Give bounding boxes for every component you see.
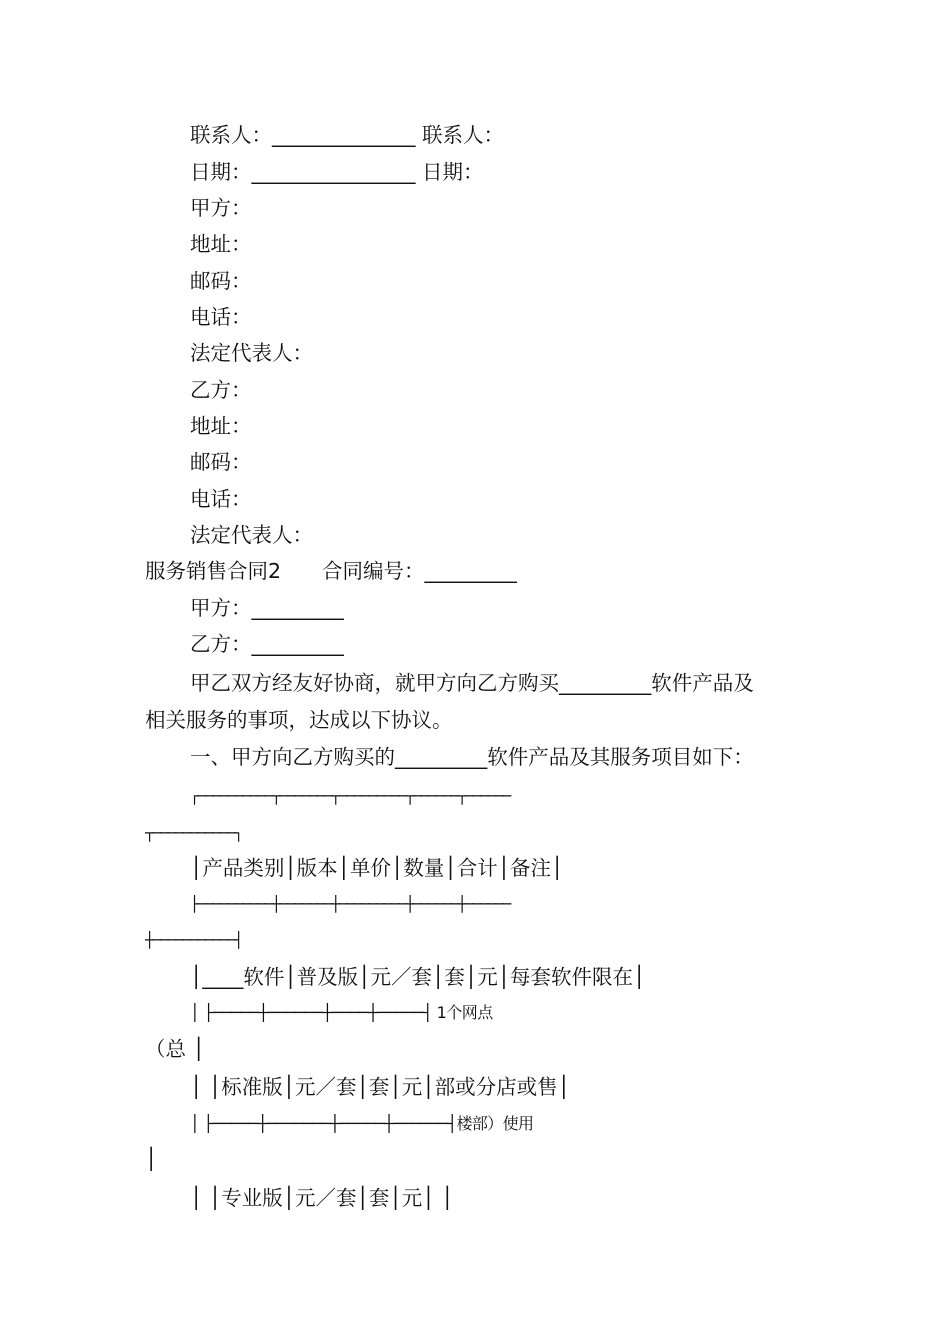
table-line: （总 │ <box>145 1037 205 1061</box>
party-b-postcode: 邮码： <box>190 450 252 474</box>
contract-party-b: 乙方：_________ <box>190 632 344 656</box>
table-line: ┌──────────┬───────┬─────────┬──────┬────── <box>190 787 510 805</box>
table-line: ┼───────────┤ <box>145 931 242 949</box>
table-line: │ ├─────┼───────┼─────┼──────┤楼部）使用 <box>190 1114 534 1133</box>
party-a-legal-rep: 法定代表人： <box>190 341 313 365</box>
contract-party-a: 甲方：_________ <box>190 596 344 620</box>
intro-line-2: 相关服务的事项，达成以下协议。 <box>145 708 453 732</box>
clause-1: 一、甲方向乙方购买的_________软件产品及其服务项目如下： <box>190 745 754 769</box>
table-line: ┬───────────┐ <box>145 824 242 842</box>
intro-line-1: 甲乙双方经友好协商，就甲方向乙方购买_________软件产品及 <box>190 671 754 695</box>
table-line: │ <box>145 1147 158 1171</box>
date-line: 日期：________________ 日期： <box>190 160 484 184</box>
contact-line: 联系人：______________ 联系人： <box>190 123 505 147</box>
party-a-postcode: 邮码： <box>190 269 252 293</box>
party-a-phone: 电话： <box>190 305 252 329</box>
party-b-label: 乙方： <box>190 378 252 402</box>
contract-heading: 服务销售合同2 合同编号：_________ <box>145 559 517 583</box>
table-line: │ │标准版│元／套│套│元│部或分店或售│ <box>190 1075 570 1099</box>
table-line: │ │专业版│元／套│套│元│ │ <box>190 1186 454 1210</box>
party-b-phone: 电话： <box>190 487 252 511</box>
table-line: ├──────────┼───────┼─────────┼──────┼────── <box>190 895 510 913</box>
party-b-legal-rep: 法定代表人： <box>190 523 313 547</box>
party-a-address: 地址： <box>190 232 252 256</box>
table-line: │____软件│普及版│元／套│套│元│每套软件限在│ <box>190 965 646 989</box>
table-line: │ ├─────┼──────┼────┼─────┤ 1个网点 <box>190 1003 493 1022</box>
party-b-address: 地址： <box>190 414 252 438</box>
table-line: │产品类别│版本│单价│数量│合计│备注│ <box>190 856 564 880</box>
party-a-label: 甲方： <box>190 196 252 220</box>
